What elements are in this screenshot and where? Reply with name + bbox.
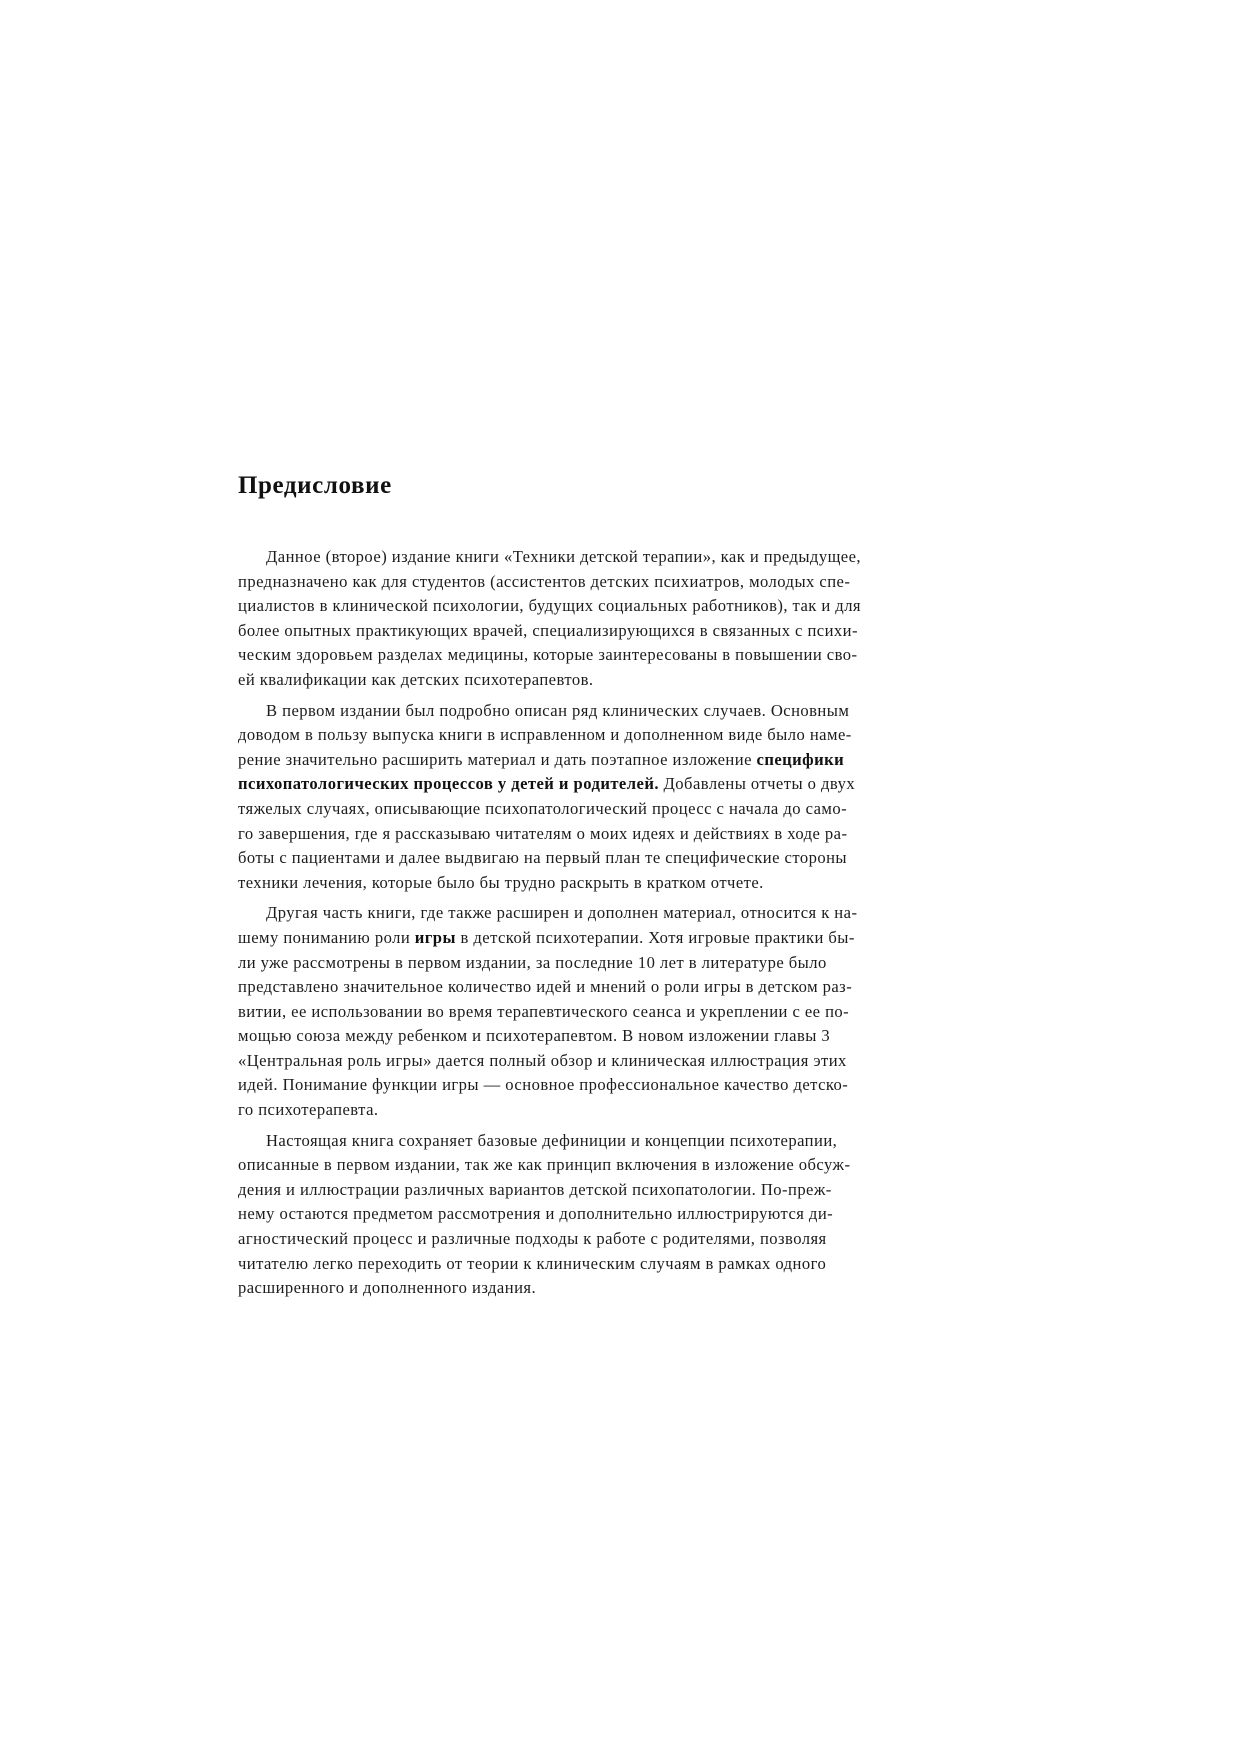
text-line bbox=[238, 748, 1006, 773]
text-line: расширенного и дополненного издания. bbox=[238, 1278, 537, 1298]
paragraph bbox=[238, 901, 1006, 1122]
paragraph bbox=[238, 699, 1006, 896]
page-heading: Предисловие bbox=[238, 472, 392, 499]
text-line: ей квалификации как детских психотерапевтов. bbox=[238, 669, 594, 689]
text-line: го психотерапевта. bbox=[238, 1100, 379, 1120]
text-run: Добавлены отчеты о двух bbox=[658, 774, 856, 794]
text-run: рение значительно расширить материал и дать поэтапное изложение bbox=[238, 749, 757, 769]
text-line: ческим здоровьем разделах медицины, которые заинтересованы в повышении сво- bbox=[238, 645, 858, 665]
bold-text-run: психопатологических процессов у детей и родителей. bbox=[238, 774, 659, 794]
text-line bbox=[238, 772, 1006, 797]
text-run: в детской психотерапии. Хотя игровые практики бы- bbox=[455, 927, 855, 947]
text-line: представлено значительное количество идей и мнений о роли игры в детском раз- bbox=[238, 977, 853, 997]
text-line: доводом в пользу выпуска книги в исправленном и дополненном виде было наме- bbox=[238, 725, 852, 745]
text-line: дения и иллюстрации различных вариантов детской психопатологии. По-преж- bbox=[238, 1179, 832, 1199]
bold-text-run: игры bbox=[414, 927, 456, 947]
body-text bbox=[238, 545, 1006, 1307]
text-line: описанные в первом издании, так же как принцип включения в изложение обсуж- bbox=[238, 1155, 851, 1175]
text-line: боты с пациентами и далее выдвигаю на первый план те специфические стороны bbox=[238, 848, 848, 868]
text-line: циалистов в клинической психологии, будущих социальных работников), так и для bbox=[238, 596, 862, 616]
text-line: техники лечения, которые было бы трудно раскрыть в кратком отчете. bbox=[238, 872, 764, 892]
text-run: шему пониманию роли bbox=[238, 927, 415, 947]
text-line: Настоящая книга сохраняет базовые дефиниции и концепции психотерапии, bbox=[266, 1130, 838, 1150]
bold-text-run: специфики bbox=[756, 749, 845, 769]
text-line: предназначено как для студентов (ассистентов детских психиатров, молодых спе- bbox=[238, 571, 851, 591]
text-line: ли уже рассмотрены в первом издании, за последние 10 лет в литературе было bbox=[238, 952, 827, 972]
paragraph bbox=[238, 1129, 1006, 1301]
text-line bbox=[238, 926, 1006, 951]
text-line: нему остаются предметом рассмотрения и дополнительно иллюстрируются ди- bbox=[238, 1204, 834, 1224]
paragraph bbox=[238, 545, 1006, 693]
text-line: витии, ее использовании во время терапевтического сеанса и укреплении с ее по- bbox=[238, 1001, 850, 1021]
text-line: Данное (второе) издание книги «Техники детской терапии», как и предыдущее, bbox=[266, 547, 862, 566]
text-line: Другая часть книги, где также расширен и дополнен материал, относится к на- bbox=[266, 903, 858, 923]
text-line: более опытных практикующих врачей, специализирующихся в связанных с психи- bbox=[238, 620, 858, 640]
text-line: В первом издании был подробно описан ряд клинических случаев. Основным bbox=[266, 700, 850, 720]
text-line: агностический процесс и различные подходы к работе с родителями, позволяя bbox=[238, 1229, 827, 1249]
text-line: тяжелых случаях, описывающие психопатологический процесс с начала до само- bbox=[238, 798, 848, 818]
text-line: читателю легко переходить от теории к клиническим случаям в рамках одного bbox=[238, 1253, 827, 1273]
text-line: идей. Понимание функции игры — основное профессиональное качество детско- bbox=[238, 1075, 849, 1095]
text-line: «Центральная роль игры» дается полный обзор и клиническая иллюстрация этих bbox=[238, 1050, 847, 1070]
text-line: го завершения, где я рассказываю читателям о моих идеях и действиях в ходе ра- bbox=[238, 823, 848, 843]
text-line: мощью союза между ребенком и психотерапевтом. В новом изложении главы 3 bbox=[238, 1026, 831, 1046]
